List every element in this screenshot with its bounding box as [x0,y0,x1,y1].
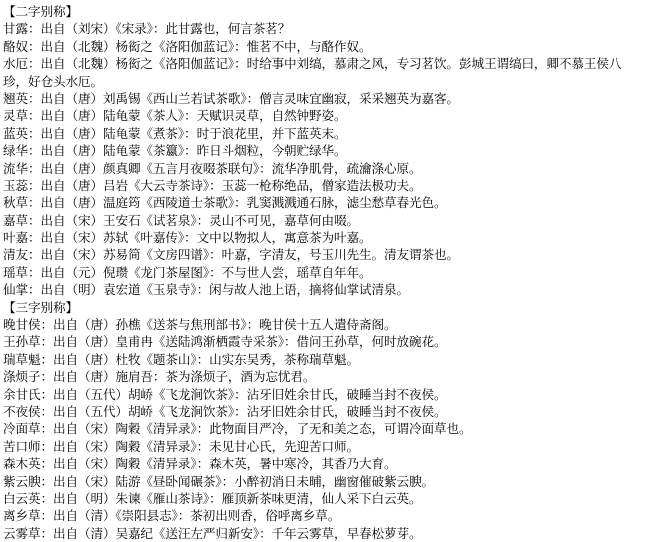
entry-jiacao: 嘉草：出自（宋）王安石《试茗泉》：灵山不可见，嘉草何由啜。 [3,212,360,228]
entry-qiucao: 秋草：出自（唐）温庭筠《西陵道士茶歌》：乳窦溅溅通石脉，滤尘愁草春光色。 [3,195,447,211]
entry-kukoushi: 苦口师：出自（宋）陶穀《清异录》：未见甘心氏，先迎苦口师。 [3,438,360,454]
entry-ziyunyu: 紫云腴：出自（宋）陆游《昼卧闻碾茶》：小醉初消日未晡，幽窗催破紫云腴。 [3,473,434,489]
entry-ruicaokui: 瑞草魁：出自（唐）杜牧《题茶山》：山实东吴秀，茶称瑞草魁。 [3,351,360,367]
entry-qiaoying: 翘英：出自（唐）刘禹锡《西山兰若试茶歌》：僧言灵味宜幽寂，采采翘英为嘉客。 [3,90,459,106]
entry-lengmiancao: 冷面草：出自（宋）陶穀《清异录》：此物面目严冷，了无和美之态，可谓冷面草也。 [3,421,472,437]
entry-lanying: 蓝英：出自（唐）陆龟蒙《煮茶》：时于浪花里，并下蓝英末。 [3,125,347,141]
entry-buyehou: 不夜侯：出自（五代）胡峤《飞龙涧饮茶》：沾牙旧姓余甘氏，破睡当封不夜侯。 [3,404,447,419]
entry-shuie [3,55,652,90]
section-heading-three-char: 【三字别称】 [3,299,78,315]
entry-lingcao: 灵草：出自（唐）陆龟蒙《茶人》：天赋识灵草，自然钟野姿。 [3,108,347,124]
entry-laonu: 酪奴：出自（北魏）杨衒之《洛阳伽蓝记》：惟茗不中，与酪作奴。 [3,38,372,54]
entry-wangsuncao: 王孙草：出自（唐）皇甫冉《送陆鸿渐栖霞寺采茶》：借问王孙草，何时放碗花。 [3,334,447,350]
entry-shuie-text: 水厄：出自（北魏）杨衒之《洛阳伽蓝记》：时给事中刘缟，慕肃之风，专习茗饮。彭城王谓缟曰，卿不慕王侯八珍，好仓头水厄。 [3,56,622,89]
entry-yaocao: 瑶草：出自（元）倪瓒《龙门茶屋图》：不与世人尝，瑶草自年年。 [3,264,372,280]
entry-yuganshi: 余甘氏：出自（五代）胡峤《飞龙涧饮茶》：沾牙旧姓余甘氏，破睡当封不夜侯。 [3,386,447,402]
entry-yejia: 叶嘉：出自（宋）苏轼《叶嘉传》：文中以物拟人，寓意茶为叶嘉。 [3,230,372,246]
entry-difanzi: 涤烦子：出自（唐）施肩吾：茶为涤烦子，酒为忘忧君。 [3,369,316,385]
entry-lvhua: 绿华：出自（唐）陆龟蒙《茶籝》：昨日斗烟粒，今朝贮绿华。 [3,143,347,159]
entry-senmuying: 森木英：出自（宋）陶穀《清异录》：森木英，暑中寒冷，其香乃大育。 [3,456,397,472]
entry-xianzhang: 仙掌：出自（明）袁宏道《玉泉寺》：闲与故人池上语，摘将仙掌试清泉。 [3,282,409,298]
entry-yunwucao: 云雾草：出自（清）吴嘉纪《送汪左严归新安》：千年云雾草，早春松萝芽。 [3,525,422,541]
section-heading-two-char: 【二字别称】 [3,4,78,19]
entry-qingyou: 清友：出自（宋）苏易简《文房四谱》：叶嘉，字清友，号玉川先生。清友谓茶也。 [3,247,459,263]
entry-ganlu: 甘露：出自（刘宋）《宋录》：此甘露也，何言茶茗？ [3,21,291,37]
entry-liuhua: 流华：出自（唐）颜真卿《五言月夜啜茶联句》：流华净肌骨，疏瀹涤心原。 [3,160,422,176]
entry-wanganhou: 晚甘侯：出自（唐）孙樵《送茶与焦刑部书》：晚甘侯十五人遣侍斋阁。 [3,317,397,333]
entry-yurui: 玉蕊：出自（唐）吕岩《大云寺茶诗》：玉蕊一枪称绝品，僧家造法极功夫。 [3,177,422,193]
entry-lixiangcao: 离乡草：出自（清）《崇阳县志》：茶初出则香，俗呼离乡草。 [3,508,341,524]
entry-baiyunying: 白云英：出自（明）朱谏《雁山茶诗》：雁顶新茶味更清，仙人采下白云英。 [3,490,422,506]
